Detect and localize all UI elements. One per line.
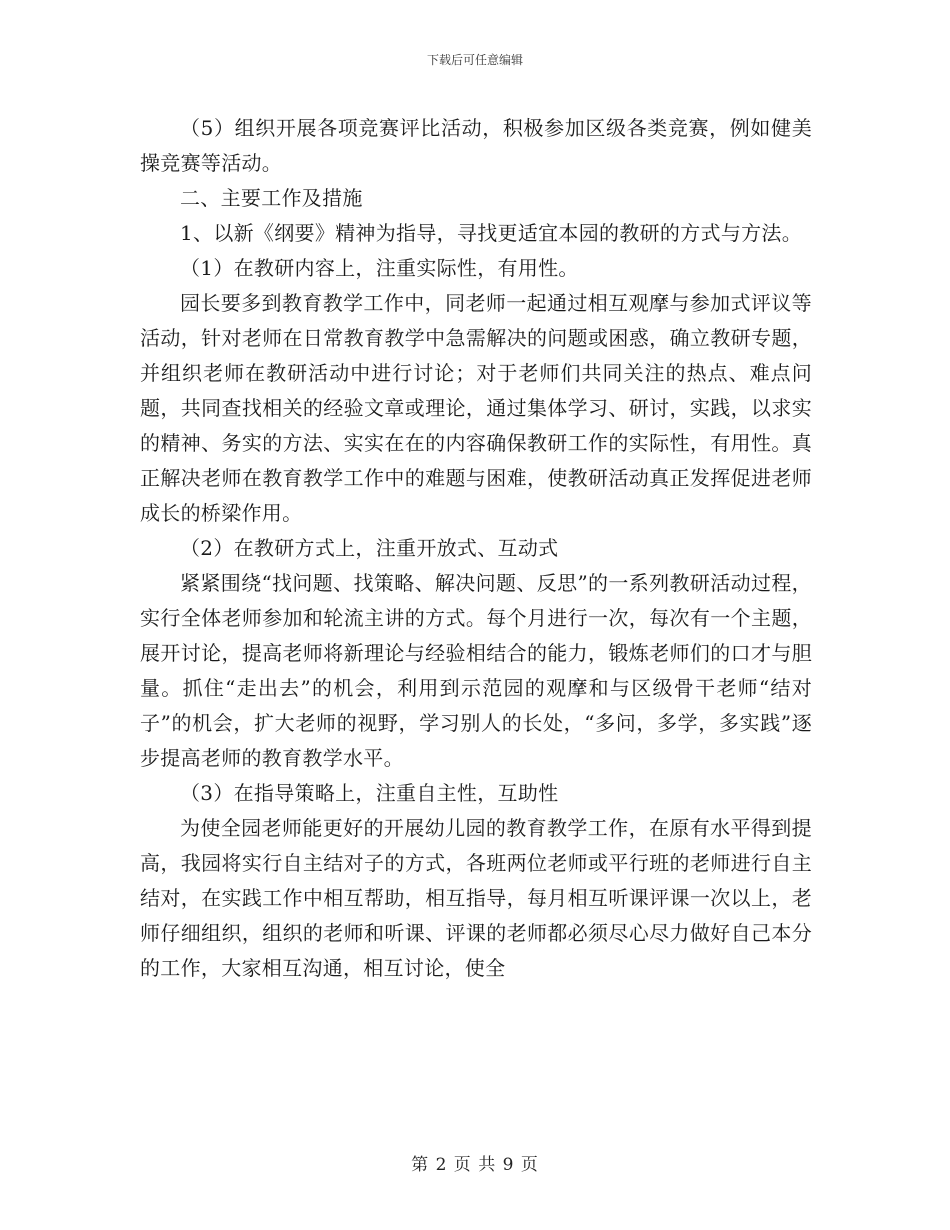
subheading-strategy: （3）在指导策略上，注重自主性，互助性: [180, 781, 559, 805]
subheading-method: （2）在教研方式上，注重开放式、互动式: [180, 536, 559, 560]
paragraph-guideline: 1、以新《纲要》精神为指导，寻找更适宜本园的教研的方式与方法。: [180, 221, 803, 245]
paragraph-principal-role: 园长要多到教育教学工作中，同老师一起通过相互观摩与参加式评议等活动，针对老师在日常教育教学中急需解决的问题或困惑，确立教研专题，并组织老师在教研活动中进行讨论；对于老师们共同关注的热点、难点问题，共同查找相关的经验文章或理论，通过集体学习、研讨，实践，以求实的精神、务实的方法、实实在在的内容确保教研工作的实际性，有用性。真正解决老师在教育教学工作中的难题与困难，使教研活动真正发挥促进老师成长的桥梁作用。: [140, 291, 812, 525]
document-body: [140, 111, 812, 986]
paragraph-pairing: 为使全园老师能更好的开展幼儿园的教育教学工作，在原有水平得到提高，我园将实行自主结对子的方式，各班两位老师或平行班的老师进行自主结对，在实践工作中相互帮助，相互指导，每月相互听课评课一次以上，老师仔细组织，组织的老师和听课、评课的老师都必须尽心尽力做好自己本分的工作，大家相互沟通，相互讨论，使全: [140, 816, 812, 980]
paragraph-research-process: 紧紧围绕“找问题、找策略、解决问题、反思”的一系列教研活动过程，实行全体老师参加和轮流主讲的方式。每个月进行一次，每次有一个主题，展开讨论，提高老师将新理论与经验相结合的能力，锻炼老师们的口才与胆量。抓住“走出去”的机会，利用到示范园的观摩和与区级骨干老师“结对子”的机会，扩大老师的视野，学习别人的长处，“多问，多学，多实践”逐步提高老师的教育教学水平。: [140, 571, 812, 770]
page-number: 第 2 页 共 9 页: [411, 1155, 539, 1175]
paragraph-competitions: （5）组织开展各项竞赛评比活动，积极参加区级各类竞赛，例如健美操竞赛等活动。: [140, 116, 812, 175]
section-heading-main-work: 二、主要工作及措施: [180, 186, 363, 210]
subheading-content: （1）在教研内容上，注重实际性，有用性。: [180, 256, 579, 280]
page-header-note: 下载后可任意编辑: [426, 53, 523, 67]
